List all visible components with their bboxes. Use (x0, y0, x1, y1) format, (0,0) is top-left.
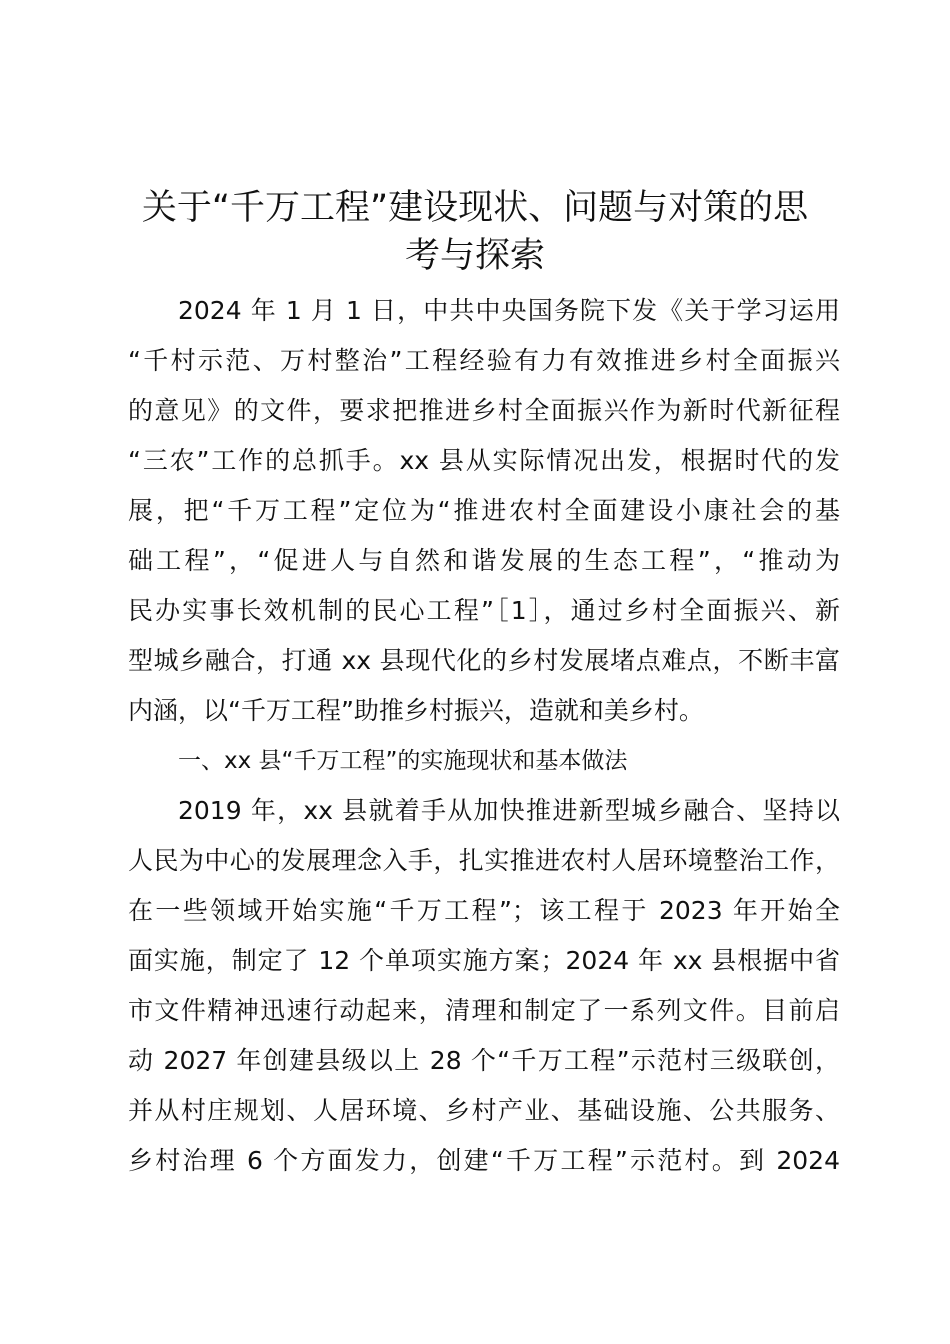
paragraph-line: 展，把“千万工程”定位为“推进农村全面建设小康社会的基 (128, 496, 840, 525)
section-heading-text: 一、xx 县“千万工程”的实施现状和基本做法 (178, 748, 628, 774)
paragraph-line: 市文件精神迅速行动起来，清理和制定了一系列文件。目前启 (128, 996, 840, 1025)
paragraph-line: 民办实事长效机制的民心工程”［1］，通过乡村全面振兴、新 (128, 596, 840, 625)
paragraph-line: 人民为中心的发展理念入手，扎实推进农村人居环境整治工作， (128, 846, 840, 875)
document-title (118, 184, 832, 280)
paragraph-line: 内涵，以“千万工程”助推乡村振兴，造就和美乡村。 (128, 696, 704, 725)
document-body (128, 286, 840, 1186)
paragraph-1 (128, 286, 840, 736)
paragraph-line: “千村示范、万村整治”工程经验有力有效推进乡村全面振兴 (128, 346, 840, 375)
paragraph-line: 并从村庄规划、人居环境、乡村产业、基础设施、公共服务、 (128, 1096, 840, 1125)
title-line-2: 考与探索 (404, 236, 545, 276)
paragraph-2 (128, 786, 840, 1186)
paragraph-line: 型城乡融合，打通 xx 县现代化的乡村发展堵点难点，不断丰富 (128, 646, 840, 675)
section-heading-1 (128, 736, 840, 786)
paragraph-line: 2024 年 1 月 1 日，中共中央国务院下发《关于学习运用 (178, 296, 840, 325)
paragraph-line: 在一些领域开始实施“千万工程”；该工程于 2023 年开始全 (128, 896, 840, 925)
title-line-1: 关于“千万工程”建设现状、问题与对策的思 (141, 188, 809, 228)
paragraph-line: 的意见》的文件，要求把推进乡村全面振兴作为新时代新征程 (128, 396, 840, 425)
paragraph-line: 2019 年，xx 县就着手从加快推进新型城乡融合、坚持以 (178, 796, 840, 825)
paragraph-line: 面实施，制定了 12 个单项实施方案；2024 年 xx 县根据中省 (128, 946, 840, 975)
paragraph-line: 动 2027 年创建县级以上 28 个“千万工程”示范村三级联创， (128, 1046, 840, 1075)
paragraph-line: 础工程”，“促进人与自然和谐发展的生态工程”，“推动为 (128, 546, 840, 575)
paragraph-line: 乡村治理 6 个方面发力，创建“千万工程”示范村。到 2024 (128, 1146, 840, 1175)
paragraph-line: “三农”工作的总抓手。xx 县从实际情况出发，根据时代的发 (128, 446, 840, 475)
